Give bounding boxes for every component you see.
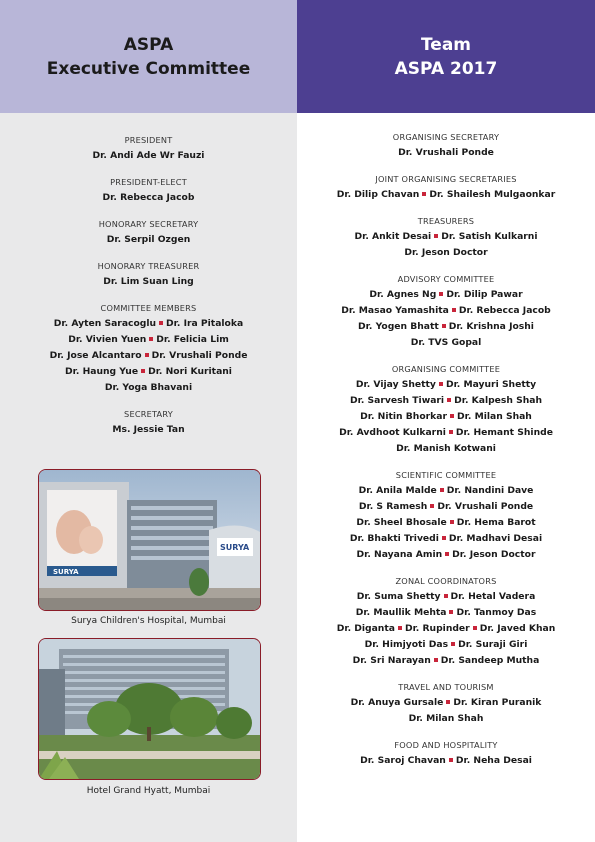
member-name: Dr. Dilip Pawar xyxy=(446,289,523,300)
name-line xyxy=(0,148,297,164)
member-name: Dr. Nayana Amin xyxy=(356,549,443,560)
name-line xyxy=(0,274,297,290)
member-name: Dr. Hema Barot xyxy=(456,517,536,528)
hotel-illustration xyxy=(39,639,260,779)
member-name: Dr. Avdhoot Kulkarni xyxy=(339,427,446,438)
member-name: Dr. Neha Desai xyxy=(455,755,532,766)
member-name: Dr. Sarvesh Tiwari xyxy=(349,395,445,406)
section-organising-secretary xyxy=(297,132,595,161)
name-line xyxy=(297,425,595,441)
right-header-line-1: Team xyxy=(420,34,472,55)
separator-square-icon xyxy=(440,488,444,492)
hotel-photo xyxy=(38,638,261,780)
name-line xyxy=(0,316,297,332)
member-name: Dr. Anila Malde xyxy=(358,485,437,496)
member-name: Dr. Jeson Doctor xyxy=(404,247,488,258)
section-travel-and-tourism xyxy=(297,682,595,727)
hotel-caption: Hotel Grand Hyatt, Mumbai xyxy=(86,786,211,796)
member-name: Dr. Tanmoy Das xyxy=(456,607,537,618)
member-name: Dr. Kalpesh Shah xyxy=(454,395,543,406)
name-line xyxy=(297,711,595,727)
name-line xyxy=(297,145,595,161)
name-line xyxy=(297,319,595,335)
name-line xyxy=(0,380,297,396)
member-name: Dr. Javed Khan xyxy=(479,623,556,634)
name-line xyxy=(297,605,595,621)
name-line xyxy=(297,653,595,669)
member-name: Dr. Mayuri Shetty xyxy=(445,379,537,390)
section-title: PRESIDENT xyxy=(124,135,173,145)
member-name: Dr. Saroj Chavan xyxy=(360,755,446,766)
name-line xyxy=(297,695,595,711)
separator-square-icon xyxy=(452,308,456,312)
member-name: Dr. Nitin Bhorkar xyxy=(360,411,448,422)
name-line xyxy=(297,409,595,425)
section-title: PRESIDENT-ELECT xyxy=(110,177,187,187)
member-name: Dr. Felicia Lim xyxy=(156,334,229,345)
separator-square-icon xyxy=(451,642,455,646)
member-name: Dr. Serpil Ozgen xyxy=(106,234,191,245)
member-name: Dr. Sandeep Mutha xyxy=(440,655,540,666)
separator-square-icon xyxy=(439,292,443,296)
separator-square-icon xyxy=(473,626,477,630)
member-name: Dr. Ankit Desai xyxy=(354,231,432,242)
separator-square-icon xyxy=(447,398,451,402)
name-line xyxy=(297,187,595,203)
member-name: Dr. Dilip Chavan xyxy=(336,189,420,200)
section-title: ADVISORY COMMITTEE xyxy=(397,274,495,284)
name-line xyxy=(297,303,595,319)
name-line xyxy=(0,422,297,438)
name-line xyxy=(297,335,595,351)
member-name: Dr. Yoga Bhavani xyxy=(104,382,193,393)
right-header xyxy=(297,0,595,113)
separator-square-icon xyxy=(141,369,145,373)
member-name: Dr. Bhakti Trivedi xyxy=(349,533,439,544)
member-name: Ms. Jessie Tan xyxy=(112,424,185,435)
member-name: Dr. Diganta xyxy=(336,623,395,634)
section-title: COMMITTEE MEMBERS xyxy=(100,303,197,313)
left-header xyxy=(0,0,297,113)
member-name: Dr. Haung Yue xyxy=(65,366,139,377)
member-name: Dr. Lim Suan Ling xyxy=(103,276,194,287)
name-line xyxy=(297,393,595,409)
separator-square-icon xyxy=(442,536,446,540)
separator-square-icon xyxy=(434,234,438,238)
member-name: Dr. Vrushali Ponde xyxy=(398,147,494,158)
member-name: Dr. Manish Kotwani xyxy=(396,443,496,454)
member-name: Dr. Sri Narayan xyxy=(352,655,431,666)
member-name: Dr. Anuya Gursale xyxy=(350,697,444,708)
executive-committee-list xyxy=(0,135,297,451)
name-line xyxy=(0,348,297,364)
name-line xyxy=(0,364,297,380)
member-name: Dr. Ira Pitaloka xyxy=(166,318,244,329)
section-organising-committee xyxy=(297,364,595,457)
name-line xyxy=(297,531,595,547)
name-line xyxy=(0,232,297,248)
hospital-photo xyxy=(38,469,261,611)
member-name: Dr. Masao Yamashita xyxy=(341,305,449,316)
separator-square-icon xyxy=(446,700,450,704)
member-name: Dr. Ayten Saracoglu xyxy=(53,318,157,329)
section-scientific-committee xyxy=(297,470,595,563)
member-name: Dr. Kiran Puranik xyxy=(453,697,542,708)
section-zonal-coordinators xyxy=(297,576,595,669)
member-name: Dr. Maullik Mehta xyxy=(355,607,447,618)
right-header-line-2: ASPA 2017 xyxy=(394,58,498,79)
section-advisory-committee xyxy=(297,274,595,351)
separator-square-icon xyxy=(430,504,434,508)
section-president xyxy=(0,135,297,164)
separator-square-icon xyxy=(434,658,438,662)
member-name: Dr. Madhavi Desai xyxy=(448,533,543,544)
section-title: ZONAL COORDINATORS xyxy=(395,576,497,586)
section-title: SECRETARY xyxy=(124,409,173,419)
section-joint-organising-secretaries xyxy=(297,174,595,203)
name-line xyxy=(0,190,297,206)
member-name: Dr. Hetal Vadera xyxy=(450,591,536,602)
section-honorary-treasurer xyxy=(0,261,297,290)
separator-square-icon xyxy=(449,610,453,614)
member-name: Dr. Jeson Doctor xyxy=(452,549,536,560)
section-secretary xyxy=(0,409,297,438)
member-name: Dr. Shailesh Mulgaonkar xyxy=(429,189,556,200)
member-name: Dr. Nori Kuritani xyxy=(148,366,232,377)
hospital-sign-left: SURYA xyxy=(53,568,79,576)
member-name: Dr. Nandini Dave xyxy=(446,485,534,496)
team-list xyxy=(297,132,595,782)
hospital-illustration xyxy=(39,470,260,610)
member-name: Dr. Rupinder xyxy=(404,623,470,634)
name-line xyxy=(0,332,297,348)
name-line xyxy=(297,589,595,605)
member-name: Dr. Andi Ade Wr Fauzi xyxy=(92,150,205,161)
member-name: Dr. Rebecca Jacob xyxy=(102,192,195,203)
section-treasurers xyxy=(297,216,595,261)
name-line xyxy=(297,637,595,653)
member-name: Dr. Yogen Bhatt xyxy=(358,321,439,332)
member-name: Dr. S Ramesh xyxy=(358,501,428,512)
separator-square-icon xyxy=(145,353,149,357)
member-name: Dr. Himjyoti Das xyxy=(364,639,449,650)
name-line xyxy=(297,245,595,261)
separator-square-icon xyxy=(449,430,453,434)
section-title: HONORARY SECRETARY xyxy=(98,219,199,229)
member-name: Dr. Vrushali Ponde xyxy=(151,350,248,361)
name-line xyxy=(297,753,595,769)
separator-square-icon xyxy=(422,192,426,196)
member-name: Dr. Vijay Shetty xyxy=(355,379,436,390)
name-line xyxy=(297,483,595,499)
separator-square-icon xyxy=(398,626,402,630)
member-name: Dr. Agnes Ng xyxy=(369,289,437,300)
member-name: Dr. Milan Shah xyxy=(457,411,532,422)
member-name: Dr. Rebecca Jacob xyxy=(458,305,551,316)
separator-square-icon xyxy=(149,337,153,341)
member-name: Dr. Vivien Yuen xyxy=(68,334,147,345)
hospital-sign-right: SURYA xyxy=(220,543,250,552)
name-line xyxy=(297,229,595,245)
member-name: Dr. Jose Alcantaro xyxy=(49,350,142,361)
name-line xyxy=(297,499,595,515)
section-president-elect xyxy=(0,177,297,206)
separator-square-icon xyxy=(442,324,446,328)
separator-square-icon xyxy=(445,552,449,556)
member-name: Dr. TVS Gopal xyxy=(410,337,482,348)
hospital-caption: Surya Children's Hospital, Mumbai xyxy=(71,616,226,626)
separator-square-icon xyxy=(450,414,454,418)
section-title: TRAVEL AND TOURISM xyxy=(398,682,494,692)
name-line xyxy=(297,547,595,563)
member-name: Dr. Suraji Giri xyxy=(458,639,528,650)
name-line xyxy=(297,441,595,457)
member-name: Dr. Suma Shetty xyxy=(356,591,441,602)
section-food-and-hospitality xyxy=(297,740,595,769)
member-name: Dr. Sheel Bhosale xyxy=(356,517,447,528)
separator-square-icon xyxy=(444,594,448,598)
section-title: ORGANISING SECRETARY xyxy=(392,132,500,142)
member-name: Dr. Krishna Joshi xyxy=(448,321,534,332)
member-name: Dr. Hemant Shinde xyxy=(455,427,553,438)
member-name: Dr. Vrushali Ponde xyxy=(437,501,534,512)
left-header-line-1: ASPA xyxy=(123,34,174,55)
left-header-line-2: Executive Committee xyxy=(46,58,251,79)
section-committee-members xyxy=(0,303,297,396)
section-title: TREASURERS xyxy=(417,216,475,226)
section-title: FOOD AND HOSPITALITY xyxy=(394,740,498,750)
member-name: Dr. Milan Shah xyxy=(408,713,484,724)
section-title: ORGANISING COMMITTEE xyxy=(391,364,501,374)
separator-square-icon xyxy=(450,520,454,524)
section-title: JOINT ORGANISING SECRETARIES xyxy=(375,174,517,184)
name-line xyxy=(297,515,595,531)
separator-square-icon xyxy=(439,382,443,386)
name-line xyxy=(297,287,595,303)
section-title: HONORARY TREASURER xyxy=(97,261,200,271)
separator-square-icon xyxy=(159,321,163,325)
separator-square-icon xyxy=(449,758,453,762)
name-line xyxy=(297,377,595,393)
member-name: Dr. Satish Kulkarni xyxy=(441,231,538,242)
section-title: SCIENTIFIC COMMITTEE xyxy=(395,470,497,480)
name-line xyxy=(297,621,595,637)
section-honorary-secretary xyxy=(0,219,297,248)
